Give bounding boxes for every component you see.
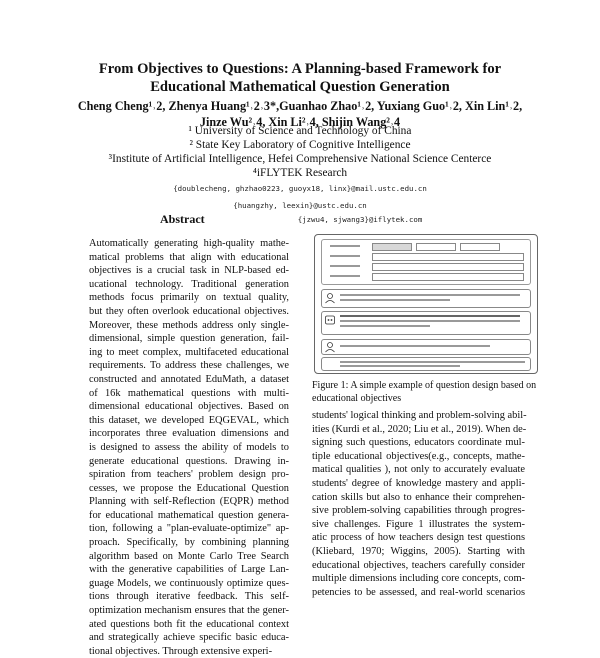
abstract-line: incorporates three evaluation dimensions and	[89, 428, 289, 440]
body-line: ities (Kurdi et al., 2020; Liu et al., 2019). When de-	[312, 423, 527, 435]
authors-line-2: Jinze Wu²˒4, Xin Li²˒4, Shijin Wang²˒4	[199, 115, 401, 129]
abstract-line: spiration from teachers' problem design pro-	[89, 469, 289, 481]
abstract-line: Moreover, these methods address only single-	[89, 319, 289, 331]
abstract-line: dimensional educational objectives. Based on	[89, 401, 289, 413]
abstract-line: constructed and annotated EduMath, a dataset	[89, 373, 289, 385]
abstract-line: this dataset, we developed EQGEVAL, which	[89, 414, 289, 426]
objectives-panel	[321, 239, 531, 285]
abstract-heading: Abstract	[160, 212, 205, 226]
abstract-line: algorithm based on Monte Carlo Tree Search	[89, 550, 289, 562]
paper-title-line-2: Educational Mathematical Question Generation	[150, 79, 450, 95]
body-line: (Kliebard, 1970; Wiggins, 2005). Starting with	[312, 545, 525, 557]
paper-title-line-1: From Objectives to Questions: A Planning-based Framework for	[98, 61, 502, 77]
figure-step-3	[321, 339, 531, 355]
abstract-line: for educational mathematical question genera-	[89, 509, 289, 521]
abstract-line: ing to meet complex, multifaceted educational	[89, 346, 289, 358]
body-line: sive challenges. Figure 1 illustrates the system-	[312, 518, 525, 530]
abstract-line: proach. Specifically, by combining planning	[89, 537, 289, 549]
abstract-body	[89, 237, 289, 658]
abstract-line: guage Models, we continuously optimize ques-	[89, 577, 289, 589]
email-line-2: {huangzhy, leexin}@ustc.edu.cn	[233, 201, 367, 210]
abstract-line: optimization mechanism ensures that the gener-	[89, 605, 289, 617]
abstract-line: Automatically generating high-quality mathe-	[89, 238, 289, 249]
teacher-icon	[324, 292, 336, 304]
body-line: students' degree of knowledge mastery and appli-	[312, 477, 525, 489]
authors-line-1: Cheng Cheng¹˒2, Zhenya Huang¹˒2˒3*,Guanhao Zhao¹˒2, Yuxiang Guo¹˒2, Xin Lin¹˒2,	[77, 99, 523, 113]
body-line: sive problem-solving capabilities through progres-	[312, 505, 525, 517]
email-line-3: {jzwu4, sjwang3}@iflytek.com	[297, 215, 423, 224]
abstract-line: methods focus primarily on textual quality,	[89, 292, 289, 304]
abstract-line: is designed to assess the ability of models to	[89, 441, 289, 453]
body-line: cation skills but also to enhance their comprehen-	[312, 491, 525, 503]
abstract-line: tional objectives. Through extensive experi-	[89, 645, 273, 657]
abstract-line: generate educational questions. Drawing in-	[89, 455, 289, 467]
abstract-line: Planning with self-Reflection (EQPR) method	[89, 496, 289, 508]
abstract-line: ated questions both fit the educational context	[89, 618, 289, 630]
abstract-line: cesses, we propose the Educational Question	[89, 482, 289, 494]
figure-1	[314, 234, 538, 374]
figure-step-1	[321, 289, 531, 308]
abstract-line: requirements. To address these challenges, we	[89, 360, 289, 372]
abstract-line: tions through iterative feedback. This self-	[89, 591, 289, 603]
affiliation-3: ³Institute of Artificial Intelligence, Hefei Comprehensive National Science Centerce	[108, 153, 492, 165]
body-line: signing such questions, educators coordinate mul-	[312, 437, 525, 449]
body-line: tiple educational objectives(e.g., concepts, mathe-	[312, 450, 525, 462]
abstract-line: matical problems that align with educational	[89, 251, 289, 263]
body-line: educational objectives, teachers carefully consider	[312, 559, 525, 571]
affiliation-2: ² State Key Laboratory of Cognitive Intelligence	[189, 139, 411, 151]
abstract-line: tion, following a "plan-evaluate-optimize" ap-	[89, 523, 289, 535]
abstract-line: objectives is a crucial task in NLP-based ed-	[89, 265, 289, 277]
intro-body	[312, 409, 525, 599]
abstract-line: of 16k mathematical questions with multi-	[89, 387, 289, 399]
abstract-line: with the generative capabilities of Large Lan-	[89, 564, 289, 576]
body-line: atic process of how teachers design test questions	[312, 532, 525, 544]
figure-1-caption: Figure 1: A simple example of question design based on educational objectives	[312, 380, 537, 404]
affiliation-1: ¹ University of Science and Technology of China	[188, 125, 412, 137]
teacher-icon	[324, 341, 336, 353]
body-line: matical qualities ), not only to accurately evaluate	[312, 464, 525, 476]
abstract-line: dimensional, simple question generation, fail-	[89, 333, 289, 345]
abstract-line: ucational technology. Traditional generation	[89, 278, 289, 290]
figure-step-4	[321, 357, 531, 371]
figure-step-2	[321, 311, 531, 335]
email-line-1: {doublecheng, ghzhao0223, guoyx18, linx}@mail.ustc.edu.cn	[173, 184, 427, 193]
model-icon	[324, 314, 336, 326]
body-line: multiple dimensions including core concepts, com-	[312, 573, 525, 585]
abstract-line: and strategically achieve specific basic educa-	[89, 632, 289, 644]
body-line: students' logical thinking and problem-solving abil-	[312, 410, 527, 421]
body-line: petencies to be assessed, and real-world scenarios	[312, 586, 525, 598]
abstract-line: but they often overlook educational objectives.	[89, 305, 289, 317]
affiliation-4: ⁴iFLYTEK Research	[252, 167, 348, 179]
